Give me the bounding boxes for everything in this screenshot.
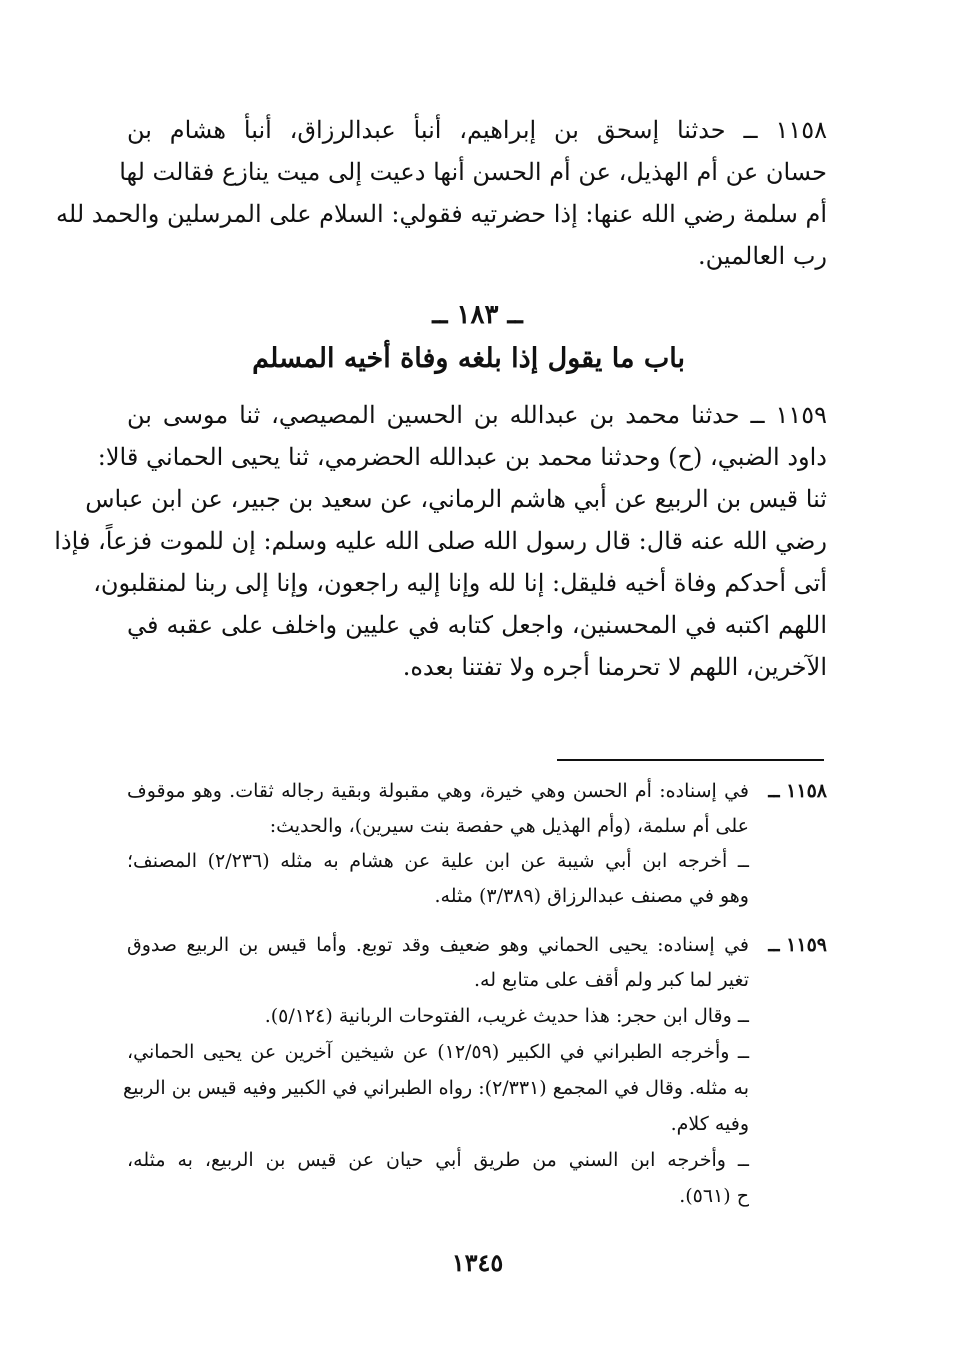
- footnote-1158-label: ١١٥٨ ــ: [768, 780, 827, 802]
- footnote-1159-line-2: تغير لما كبر ولم أقف على متابع له.: [474, 969, 749, 991]
- footnote-separator: [557, 759, 824, 761]
- footnote-1158-line-2: على أم سلمة، (وأم الهذيل هي حفصة بنت سيرين)، والحديث:: [269, 815, 749, 837]
- footnote-1159-line-8: ح (٥٦١).: [679, 1185, 749, 1207]
- footnote-1159-line-5: به مثله. وقال في المجمع (٢/٣٣١): رواه الطبراني في الكبير وفيه قيس بن الربيع: [122, 1077, 749, 1099]
- footnote-1159-line-7: ــ وأخرجه ابن السني من طريق أبي حيان عن قيس بن الربيع، به مثله،: [127, 1149, 749, 1171]
- entry-1159-line-1: ١١٥٩ ــ حدثنا محمد بن عبدالله بن الحسين المصيصي، ثنا موسى بن: [127, 401, 827, 429]
- footnote-1159-line-1: في إسناده: يحيى الحماني وهو ضعيف وقد توبع. وأما قيس بن الربيع صدوق: [127, 934, 749, 956]
- entry-1158-line-3: أم سلمة رضي الله عنها: إذا حضرتيه فقولي: السلام على المرسلين والحمد لله: [56, 200, 827, 228]
- footnote-1159-label: ١١٥٩ ــ: [768, 934, 827, 956]
- footnote-1159-line-4: ــ وأخرجه الطبراني في الكبير (١٢/٥٩) عن شيخين آخرين عن يحيى الحماني،: [127, 1041, 750, 1063]
- footnote-1158-line-1: في إسناده: أم الحسن وهي خيرة، وهي مقبولة وبقية رجاله ثقات. وهو موقوف: [127, 780, 749, 802]
- entry-1159-line-4: رضي الله عنه قال: قال رسول الله صلى الله عليه وسلم: إن للموت فزعاً، فإذا: [54, 527, 827, 555]
- entry-1158-line-2: حسان عن أم الهذيل، عن أم الحسن أنها دعيت إلى ميت ينازع فقالت لها: [119, 158, 827, 186]
- entry-1159-line-5: أتى أحدكم وفاة أخيه فليقل: إنا لله وإنا إليه راجعون، وإنا إلى ربنا لمنقلبون،: [93, 569, 827, 597]
- chapter-title: باب ما يقول إذا بلغه وفاة أخيه المسلم: [252, 343, 685, 374]
- footnote-1159-line-6: وفيه كلام.: [670, 1113, 749, 1135]
- page-number: ١٣٤٥: [451, 1248, 504, 1277]
- section-number: ــ ١٨٣ ــ: [432, 300, 523, 330]
- entry-1159-line-7: الآخرين، اللهم لا تحرمنا أجره ولا تفتنا بعده.: [402, 653, 827, 681]
- entry-1158-line-1: ١١٥٨ ــ حدثنا إسحق بن إبراهيم، أنبأ عبدالرزاق، أنبأ هشام بن: [127, 116, 827, 144]
- entry-1159-line-6: اللهم اكتبه في المحسنين، واجعل كتابه في عليين واخلف على عقبه في: [127, 611, 827, 639]
- footnote-1158-line-4: وهو في مصنف عبدالرزاق (٣/٣٨٩) مثله.: [434, 885, 749, 907]
- entry-1158-line-4: رب العالمين.: [697, 242, 827, 270]
- footnote-1158-line-3: ــ أخرجه ابن أبي شيبة عن ابن علية عن هشام به مثله (٢/٢٣٦) المصنف؛: [127, 850, 749, 872]
- entry-1159-line-3: ثنا قيس بن الربيع عن أبي هاشم الرماني، عن سعيد بن جبير، عن ابن عباس: [85, 485, 827, 513]
- footnote-1159-line-3: ــ وقال ابن حجر: هذا حديث غريب، الفتوحات الربانية (٥/١٢٤).: [264, 1005, 749, 1027]
- entry-1159-line-2: داود الضبي، (ح) وحدثنا محمد بن عبدالله الحضرمي، ثنا يحيى الحماني قالا:: [97, 443, 827, 471]
